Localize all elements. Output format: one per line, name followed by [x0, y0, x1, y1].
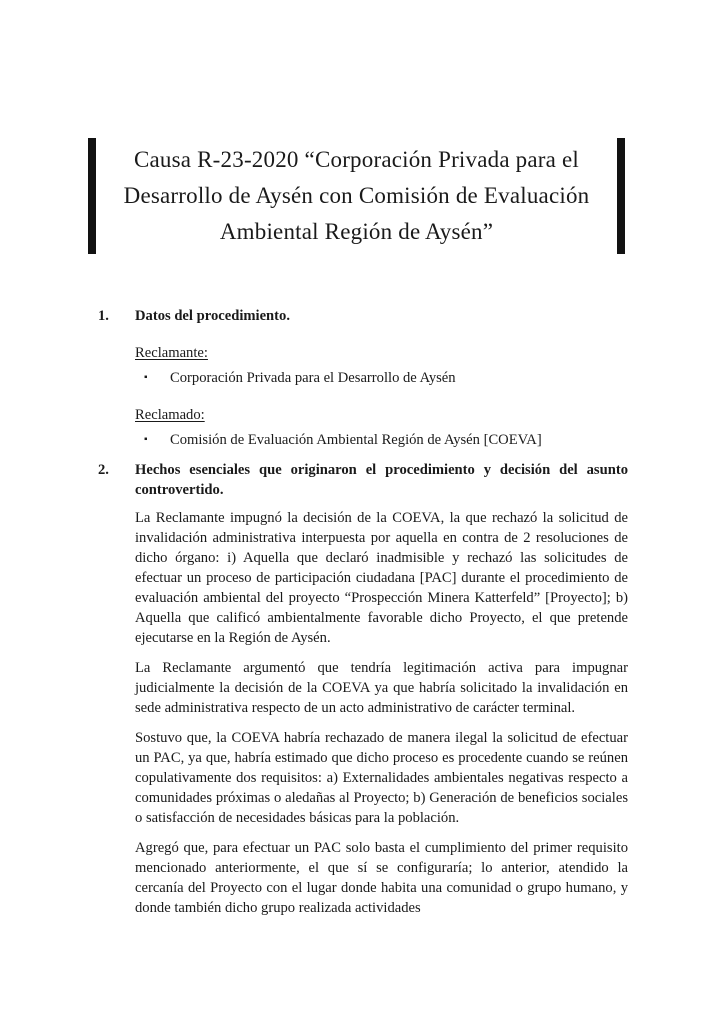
list-item	[135, 368, 628, 388]
section-datos-del-procedimiento	[98, 306, 628, 450]
paragraph: La Reclamante impugnó la decisión de la COEVA, la que rechazó la solicitud de invalidación administrativa interpuesta por aquella en contra de 2 resoluciones de dicho órgano: i) Aquella que declaró inadmisible y rechazó las solicitudes de efectuar un proceso de participación ciudadana [PAC] durante el procedimiento de evaluación ambiental del proyecto “Prospección Minera Katterfeld” [Proyecto]; b) Aquella que calificó ambientalmente favorable dicho Proyecto, el que pretende ejecutarse en la Región de Aysén.	[135, 510, 628, 646]
paragraph: La Reclamante argumentó que tendría legitimación activa para impugnar judicialmente la decisión de la COEVA ya que habría solicitado la invalidación en sede administrativa respecto de un acto administrativo de carácter terminal.	[135, 660, 628, 716]
party-name-reclamado: Comisión de Evaluación Ambiental Región de Aysén [COEVA]	[170, 432, 542, 448]
section-heading	[98, 460, 628, 500]
section-title: Hechos esenciales que originaron el procedimiento y decisión del asunto controvertido.	[135, 462, 628, 498]
section-number: 1.	[98, 308, 109, 324]
case-title: Causa R-23-2020 “Corporación Privada para el Desarrollo de Aysén con Comisión de Evaluación Ambiental Región de Aysén”	[123, 147, 590, 244]
party-label-reclamado: Reclamado:	[135, 407, 205, 423]
party-name-reclamante: Corporación Privada para el Desarrollo de Aysén	[170, 370, 456, 386]
paragraph: Agregó que, para efectuar un PAC solo basta el cumplimiento del primer requisito mencionado anteriormente, el que sí se configuraría; lo anterior, atendido la cercanía del Proyecto con el lugar donde habita una comunidad o grupo humano, y donde también dicho grupo realizada actividades	[135, 840, 628, 916]
document-body	[98, 306, 628, 918]
list-item	[135, 430, 628, 450]
section-body	[135, 343, 628, 450]
section-heading	[98, 306, 628, 326]
section-body	[135, 508, 628, 918]
paragraph: Sostuvo que, la COEVA habría rechazado de manera ilegal la solicitud de efectuar un PAC, ya que, habría estimado que dicho proceso es procedente cuando se reúnen copulativamente dos requisitos: a) Externalidades ambientales negativas respecto a comunidades próximas o aledañas al Proyecto; b) Generación de beneficios sociales o satisfacción de necesidades básicas para la población.	[135, 730, 628, 826]
bullet-icon: ▪	[144, 434, 148, 445]
section-number: 2.	[98, 462, 109, 478]
case-title-block	[88, 138, 625, 254]
bullet-icon: ▪	[144, 372, 148, 383]
section-hechos-esenciales	[98, 460, 628, 918]
party-label-reclamante: Reclamante:	[135, 345, 208, 361]
section-title: Datos del procedimiento.	[135, 308, 290, 324]
